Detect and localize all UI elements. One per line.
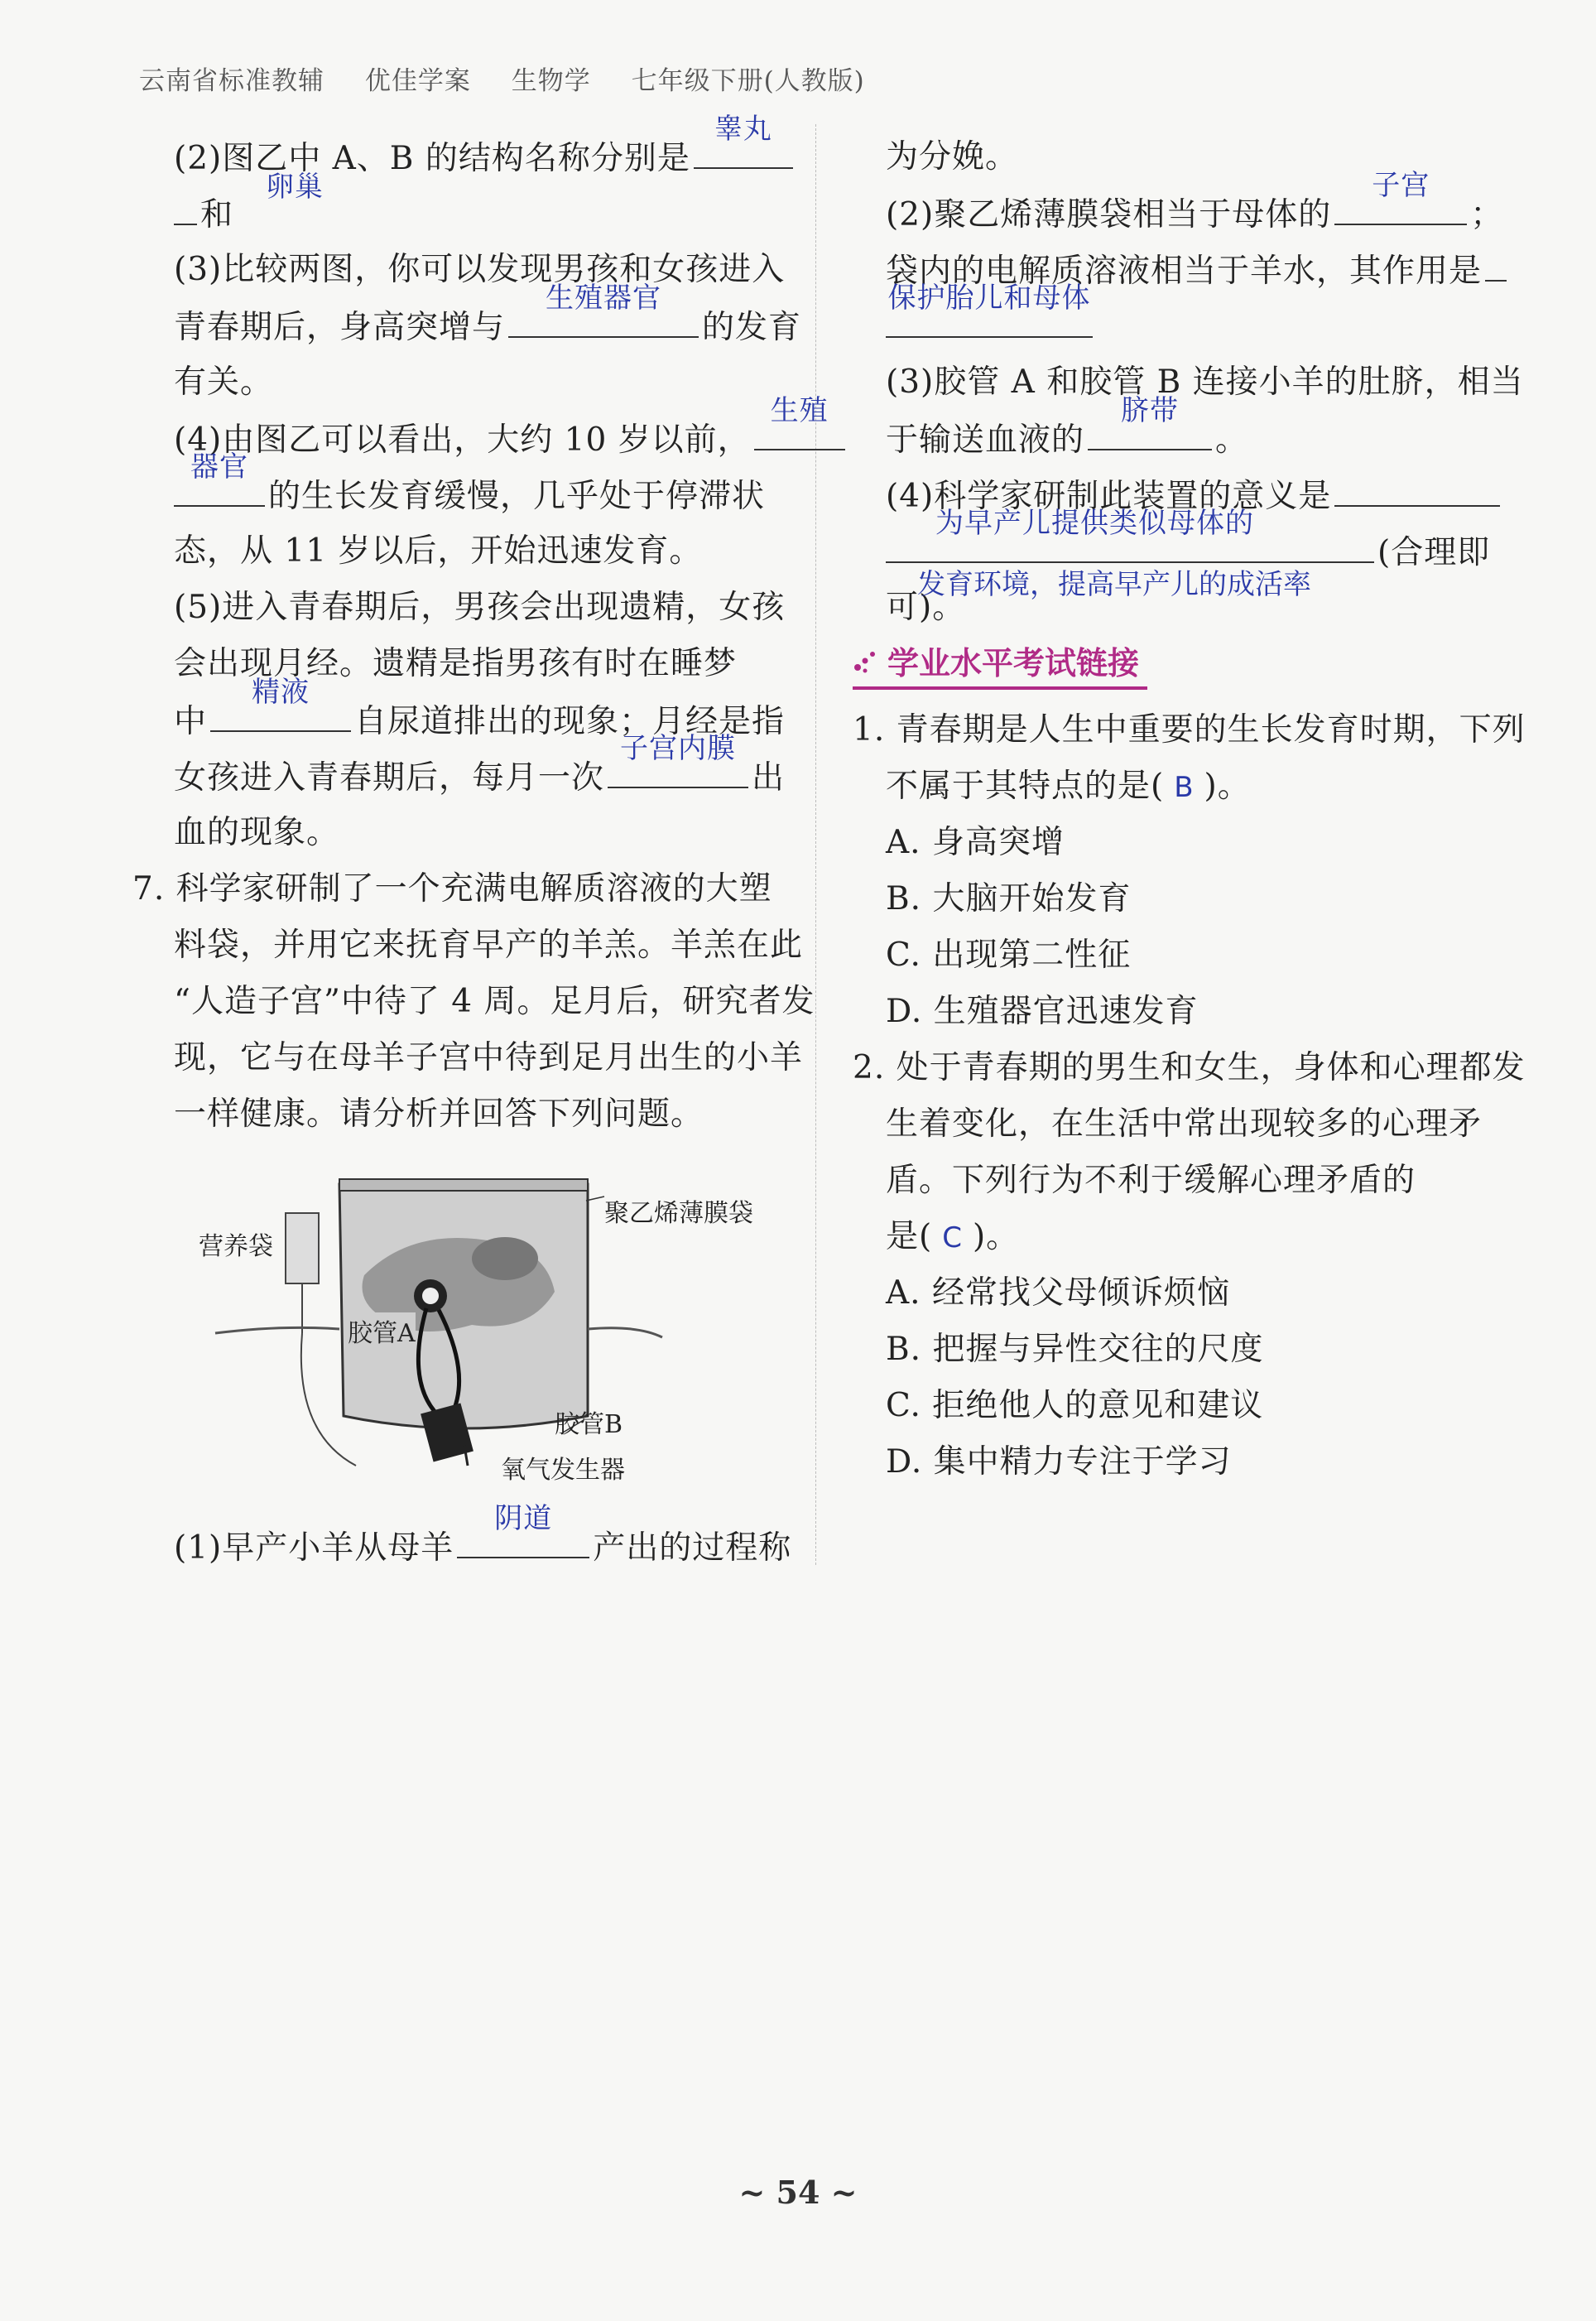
answer-text: 阴道 xyxy=(494,1502,553,1535)
question-line xyxy=(886,169,1504,243)
figure-label-tube-a: 胶管A xyxy=(348,1312,416,1349)
answer-text: 发育环境，提高早产儿的成活率 xyxy=(917,568,1311,601)
question-line xyxy=(174,732,786,807)
question-text: 女孩进入青春期后，每月一次 xyxy=(174,759,605,797)
question-line: 会出现月经。遗精是指男孩有时在睡梦 xyxy=(174,645,738,682)
answer-text: 精液 xyxy=(252,676,310,709)
question-text: (4)科学家研制此装置的意义是 xyxy=(886,478,1332,515)
question-text: 的发育 xyxy=(702,309,802,346)
question-line: 血的现象。 xyxy=(174,814,340,851)
option-item: A. 身高突增 xyxy=(886,824,1065,861)
question-line xyxy=(886,758,1251,816)
question-text: 自尿道排出的现象；月经是指 xyxy=(354,703,786,740)
question-line: 现，它与在母羊子宫中待到足月出生的小羊 xyxy=(174,1039,804,1076)
answer-blank xyxy=(237,171,353,225)
question-text: 。 xyxy=(1215,421,1249,459)
question-line: 为分娩。 xyxy=(886,138,1019,176)
answer-text: C xyxy=(942,1221,963,1254)
option-item: C. 拒绝他人的意见和建议 xyxy=(886,1387,1264,1424)
question-text: 和 xyxy=(200,196,234,234)
answer-text: 子宫 xyxy=(1372,169,1430,202)
question-line xyxy=(886,1209,1019,1266)
answer-blank xyxy=(210,676,351,732)
question-text: (合理即 xyxy=(1377,534,1491,571)
question-line: 态，从 11 岁以后，开始迅速发育。 xyxy=(174,532,703,570)
header-item: 优佳学案 xyxy=(364,66,471,96)
answer-text: 睾丸 xyxy=(714,113,772,146)
question-text: 产出的过程称 xyxy=(593,1529,792,1567)
question-text: 中 xyxy=(174,703,208,740)
option-item: D. 生殖器官迅速发育 xyxy=(886,993,1199,1030)
question-line xyxy=(886,394,1249,469)
dots-icon xyxy=(853,649,877,674)
question-text: (2)图乙中 A、B 的结构名称分别是 xyxy=(174,140,690,177)
question-line: (3)胶管 A 和胶管 B 连接小羊的肚脐，相当 xyxy=(886,364,1524,401)
header-item: 云南省标准教辅 xyxy=(139,66,324,96)
answer-text: 器官 xyxy=(190,450,248,484)
answer-blank xyxy=(1334,467,1500,507)
column-divider xyxy=(815,124,816,1565)
question-text: 的生长发育缓慢，几乎处于停滞状 xyxy=(268,478,766,515)
answer-text: 脐带 xyxy=(1121,394,1180,427)
question-text: 不属于其特点的是( xyxy=(886,768,1165,805)
page-number: ~ 54 ~ xyxy=(738,2174,858,2211)
question-text: 出 xyxy=(752,759,786,797)
question-text: 袋内的电解质溶液相当于羊水，其作用是 xyxy=(886,253,1483,290)
answer-blank xyxy=(608,732,748,788)
figure-label-nutrient-bag: 营养袋 xyxy=(199,1232,273,1261)
answer-blank xyxy=(174,450,265,507)
section-title xyxy=(853,638,1147,690)
answer-blank xyxy=(508,282,699,338)
question-text: )。 xyxy=(972,1218,1020,1255)
answer-text: 保护胎儿和母体 xyxy=(887,282,1091,315)
option-item: D. 集中精力专注于学习 xyxy=(886,1443,1232,1481)
question-line xyxy=(174,171,356,243)
question-line: 一样健康。请分析并回答下列问题。 xyxy=(174,1095,704,1133)
question-text: (2)聚乙烯薄膜袋相当于母体的 xyxy=(886,196,1332,234)
question-line: 7. 科学家研制了一个充满电解质溶液的大塑 xyxy=(132,870,772,908)
section-title-text: 学业水平考试链接 xyxy=(887,645,1140,681)
answer-text: B xyxy=(1174,771,1195,804)
figure-label-bag: 聚乙烯薄膜袋 xyxy=(604,1199,753,1228)
answer-blank xyxy=(1485,242,1507,282)
question-text: (4)由图乙可以看出，大约 10 岁以前， xyxy=(174,421,751,459)
question-line: 盾。下列行为不利于缓解心理矛盾的 xyxy=(886,1162,1416,1199)
option-item: B. 大脑开始发育 xyxy=(886,880,1132,917)
answer-text: 卵巢 xyxy=(266,171,324,204)
answer-blank xyxy=(886,507,1374,563)
answer-blank xyxy=(1088,394,1212,450)
question-line xyxy=(174,282,802,356)
artificial-womb-figure xyxy=(199,1168,778,1490)
question-text: (1)早产小羊从母羊 xyxy=(174,1529,454,1567)
answer-blank xyxy=(174,185,197,225)
answer-blank xyxy=(457,1502,589,1558)
header-item: 七年级下册(人教版) xyxy=(631,66,865,96)
answer-text: 生殖 xyxy=(770,394,829,427)
question-line xyxy=(174,450,766,525)
question-line: 1. 青春期是人生中重要的生长发育时期，下列 xyxy=(853,711,1526,749)
page-header xyxy=(139,60,897,97)
option-item: A. 经常找父母倾诉烦恼 xyxy=(886,1274,1230,1312)
question-line: (3)比较两图，你可以发现男孩和女孩进入 xyxy=(174,251,786,288)
question-text: 是( xyxy=(886,1218,933,1255)
answer-blank xyxy=(1334,169,1467,225)
question-text: 于输送血液的 xyxy=(886,421,1085,459)
answer-text: 子宫内膜 xyxy=(620,732,737,765)
answer-blank xyxy=(886,282,1093,338)
answer-text: 生殖器官 xyxy=(546,282,662,315)
header-item: 生物学 xyxy=(511,66,591,96)
question-line: 2. 处于青春期的男生和女生，身体和心理都发 xyxy=(853,1049,1526,1086)
question-line xyxy=(886,282,1096,356)
option-item: C. 出现第二性征 xyxy=(886,937,1132,974)
question-text: )。 xyxy=(1204,768,1251,805)
figure-label-oxygen: 氧气发生器 xyxy=(501,1456,625,1485)
question-text: ； xyxy=(1470,196,1504,234)
question-text: 青春期后，身高突增与 xyxy=(174,309,506,346)
question-line: 有关。 xyxy=(174,364,274,401)
answer-text: 为早产儿提供类似母体的 xyxy=(935,507,1254,540)
question-line xyxy=(174,1502,792,1577)
answer-blank xyxy=(754,394,845,450)
question-line: 料袋，并用它来抚育早产的羊羔。羊羔在此 xyxy=(174,927,804,964)
answer-blank xyxy=(694,113,793,169)
question-line: (5)进入青春期后，男孩会出现遗精，女孩 xyxy=(174,589,786,626)
question-line: 生着变化，在生活中常出现较多的心理矛 xyxy=(886,1105,1483,1143)
option-item: B. 把握与异性交往的尺度 xyxy=(886,1331,1264,1368)
figure-label-tube-b: 胶管B xyxy=(555,1410,623,1439)
question-line: “人造子宫”中待了 4 周。足月后，研究者发 xyxy=(174,983,815,1020)
question-line xyxy=(174,394,848,469)
question-text: 可)。 xyxy=(886,589,966,626)
